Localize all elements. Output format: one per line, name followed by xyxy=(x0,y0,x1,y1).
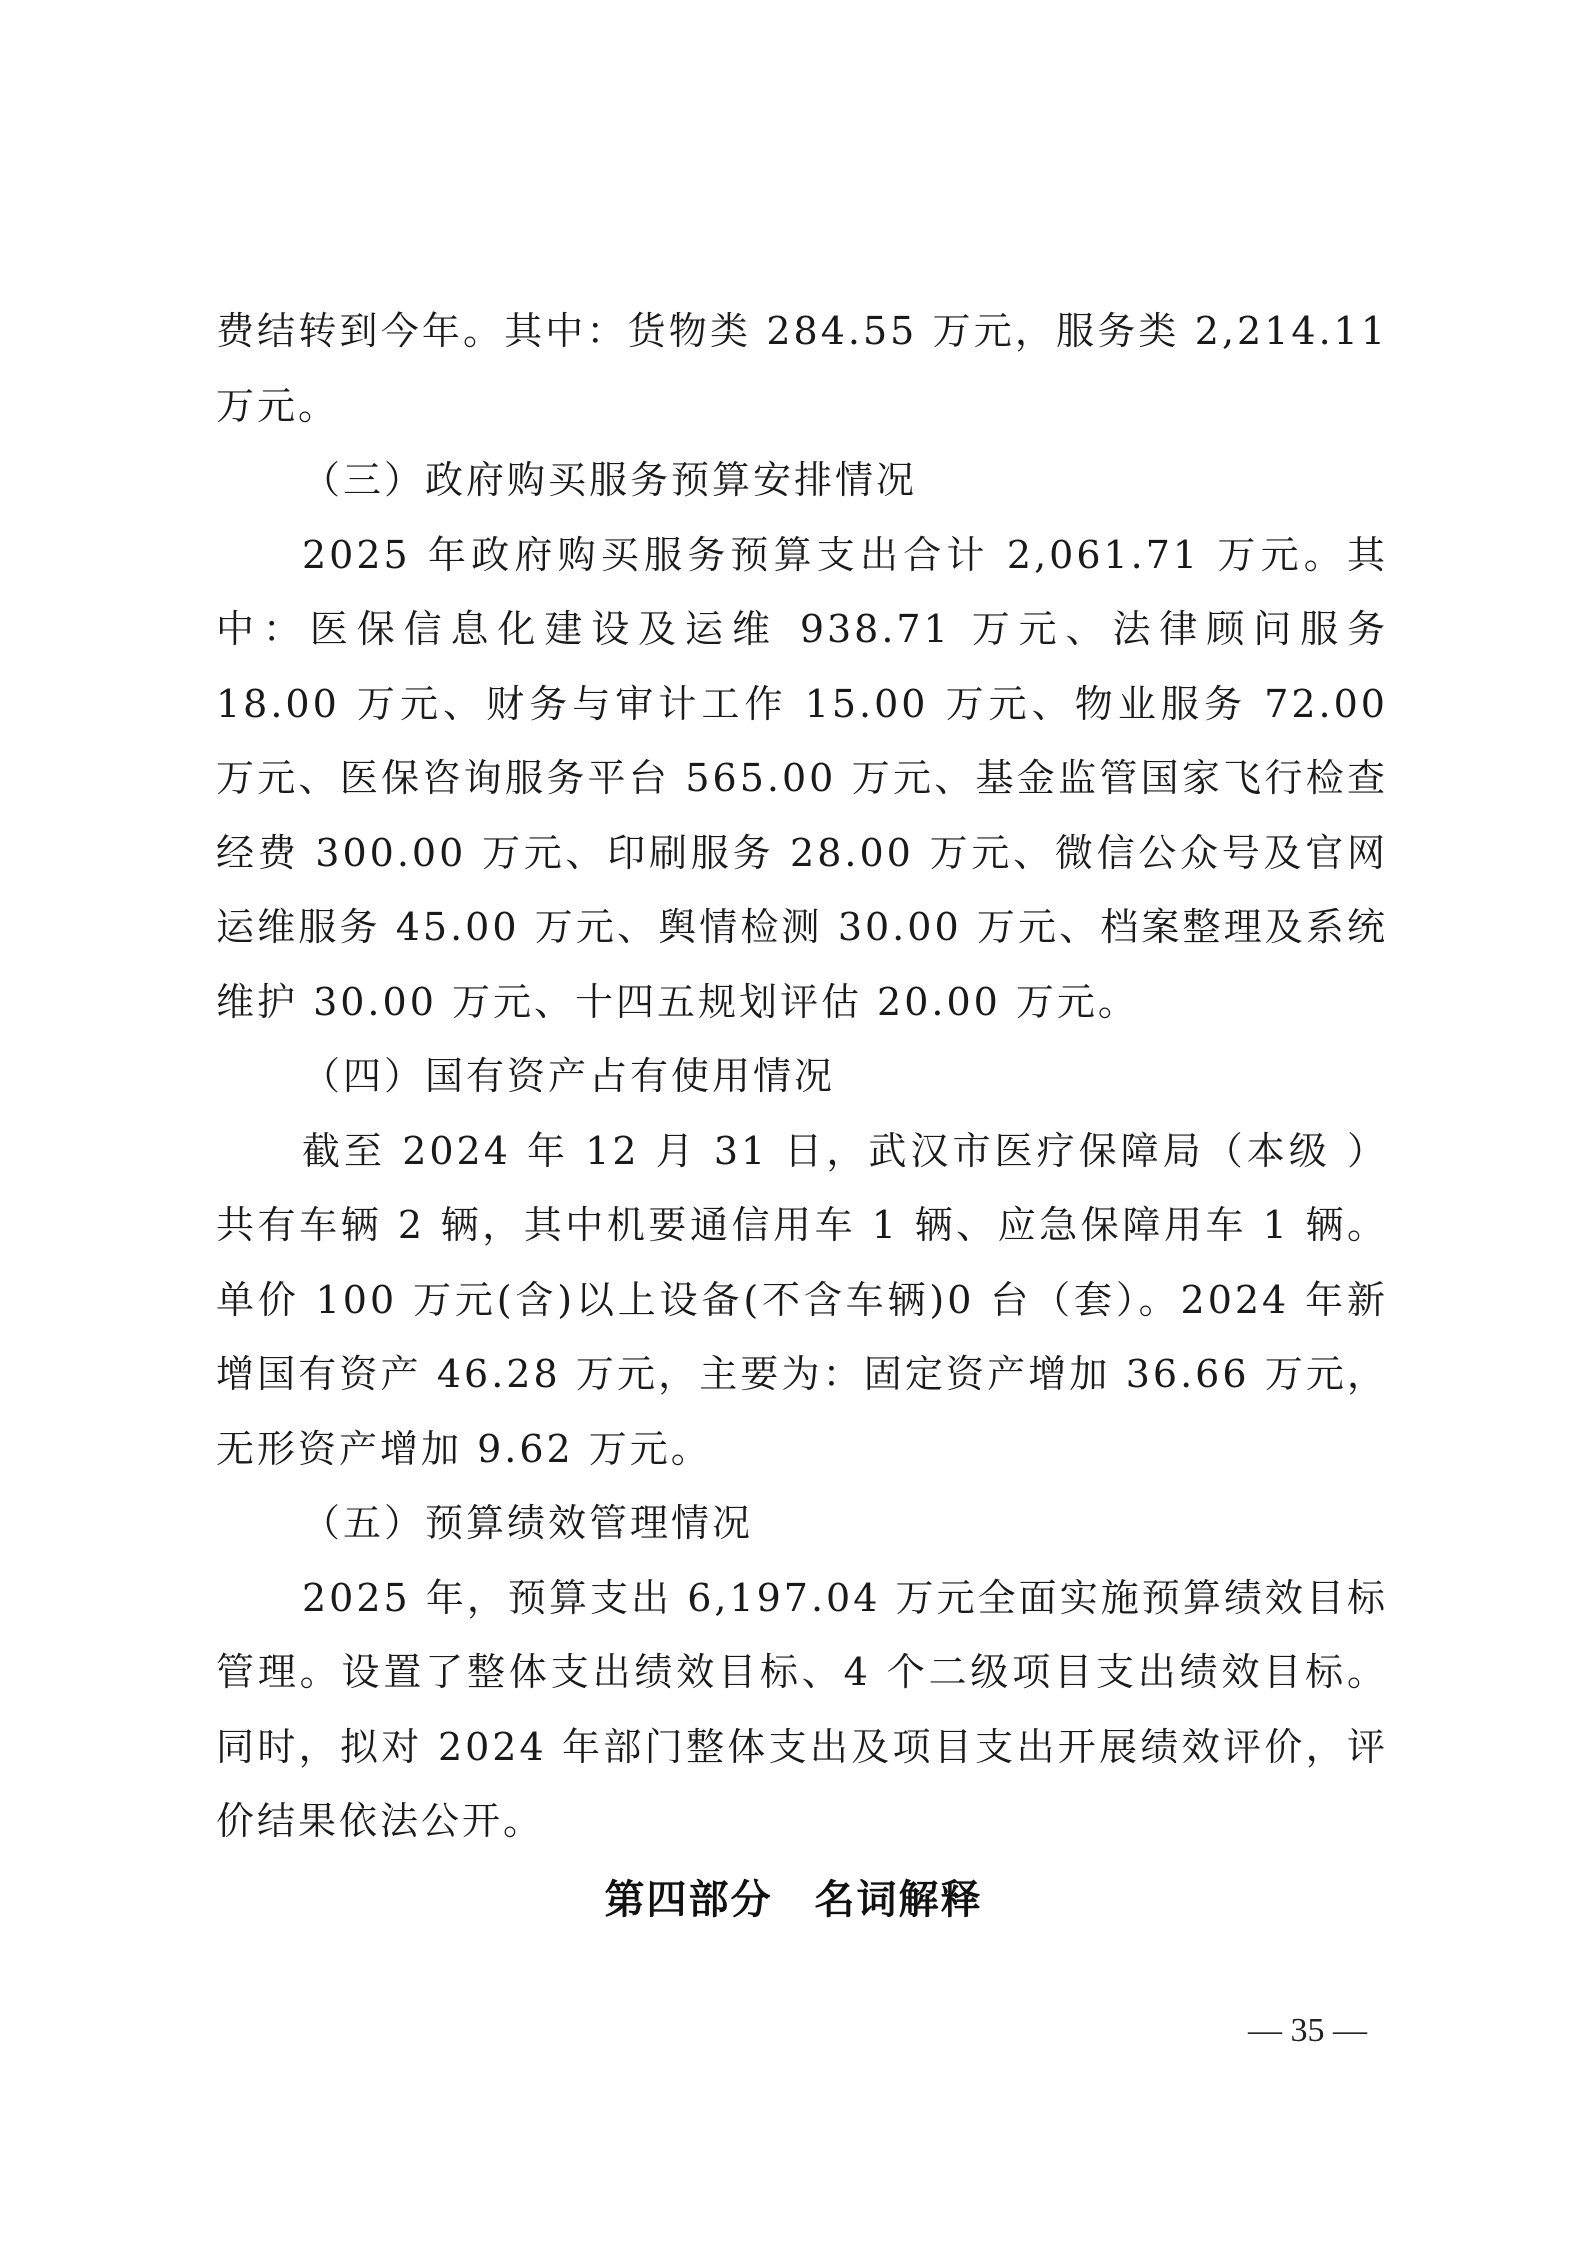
paragraph-state-assets: 截至 2024 年 12 月 31 日，武汉市医疗保障局（本级 ）共有车辆 2 辆，其中机要通信用车 1 辆、应急保障用车 1 辆。单价 100 万元(含)以上设备(不含车辆)0 台（套）。2024 年新增国有资产 46.28 万元，主要为：固定资产增加 36.66 万元，无形资产增加 9.62 万元。 xyxy=(216,1128,1388,1471)
section-heading-4: （四）国有资产占有使用情况 xyxy=(302,1054,836,1098)
page-number: — 35 — xyxy=(1248,2012,1367,2049)
paragraph-purchase-services: 2025 年政府购买服务预算支出合计 2,061.71 万元。其中：医保信息化建设及运维 938.71 万元、法律顾问服务 18.00 万元、财务与审计工作 15.00 万元、物业服务 72.00 万元、医保咨询服务平台 565.00 万元、基金监管国家飞行检查经费 300.00 万元、印刷服务 28.00 万元、微信公众号及官网运维服务 45.00 万元、舆情检测 30.00 万元、档案整理及系统维护 30.00 万元、十四五规划评估 20.00 万元。 xyxy=(216,532,1388,1024)
paragraph-carryover: 费结转到今年。其中：货物类 284.55 万元，服务类 2,214.11 万元。 xyxy=(216,309,1388,428)
body-text-block xyxy=(216,294,1388,1859)
part-title: 第四部分 名词解释 xyxy=(604,1877,983,1923)
section-heading-5: （五）预算绩效管理情况 xyxy=(302,1501,754,1545)
paragraph-performance: 2025 年，预算支出 6,197.04 万元全面实施预算绩效目标管理。设置了整体支出绩效目标、4 个二级项目支出绩效目标。同时，拟对 2024 年部门整体支出及项目支出开展绩效评价，评价结果依法公开。 xyxy=(216,1575,1388,1843)
section-heading-3: （三）政府购买服务预算安排情况 xyxy=(302,458,918,502)
